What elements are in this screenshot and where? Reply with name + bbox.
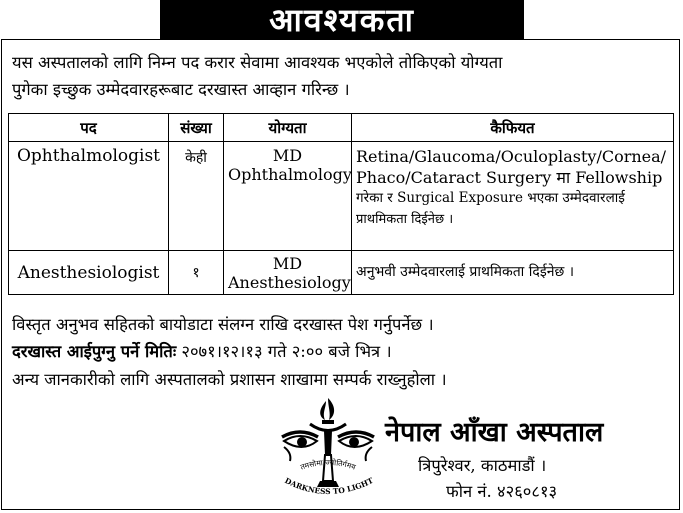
qualification-line: MD: [272, 253, 303, 273]
count-cell: केही: [169, 142, 224, 251]
logo-motto: तमसोमा ज्योतिर्गमय: [299, 457, 357, 472]
flame-icon: [320, 398, 334, 424]
table-row: [9, 142, 674, 251]
count-cell: १: [169, 251, 224, 295]
qualification-line: MD: [272, 146, 303, 165]
lamp-icon: [310, 424, 346, 487]
remark-line: Phaco/Cataract Surgery मा Fellowship: [356, 168, 663, 187]
hospital-phone: फोन नं. ४२६०८१३: [446, 482, 558, 501]
deadline-label: दरखास्त आईपुग्नु पर्ने मितिः: [12, 342, 177, 361]
remark-line: गरेका र Surgical Exposure भएका उम्मेदवारलाई: [356, 190, 625, 206]
logo-tagline: DARKNESS TO LIGHT: [283, 475, 375, 497]
hospital-name: नेपाल आँखा अस्पताल: [385, 417, 604, 448]
qualification-line: Ophthalmology: [228, 165, 352, 184]
qualification-cell: [224, 142, 352, 251]
contact-note: अन्य जानकारीको लागि अस्पतालको प्रशासन शाखामा सम्पर्क राख्नुहोला ।: [12, 370, 447, 389]
remark-line: Retina/Glaucoma/Oculoplasty/Cornea/: [356, 147, 667, 166]
post-cell: Anesthesiologist: [9, 251, 169, 295]
details-note: विस्तृत अनुभव सहितको बायोडाटा संलग्न राखि दरखास्त पेश गर्नुपर्नेछ ।: [12, 315, 434, 334]
requirements-table: [8, 113, 674, 295]
intro-line-2: पुगेका इच्छुक उम्मेदवारहरूबाट दरखास्त आव्हान गरिन्छ ।: [12, 80, 350, 99]
hospital-address: त्रिपुरेश्वर, काठमाडौं ।: [418, 456, 547, 475]
right-eye-icon: [338, 432, 374, 461]
intro-line-1: यस अस्पतालको लागि निम्न पद करार सेवामा आवश्यक भएकोले तोकिएको योग्यता: [12, 53, 503, 72]
remarks-cell: [352, 251, 674, 295]
header-remarks: कैफियत: [352, 114, 674, 142]
remarks-cell: [352, 142, 674, 251]
remark-line: अनुभवी उम्मेदवारलाई प्राथमिकता दिईनेछ ।: [356, 264, 575, 280]
hospital-logo: [270, 395, 390, 503]
page-title: आवश्यकता: [160, 0, 524, 39]
post-cell: Ophthalmologist: [9, 142, 169, 251]
deadline-value: २०७१।१२।१३ गते २:०० बजे भित्र ।: [176, 342, 392, 361]
qualification-line: Anesthesiology: [228, 272, 351, 292]
header-post: पद: [9, 114, 169, 142]
table-row: [9, 251, 674, 295]
header-count: संख्या: [169, 114, 224, 142]
remark-line: प्राथमिकता दिईनेछ ।: [356, 212, 454, 227]
left-eye-icon: [282, 432, 318, 461]
table-header-row: [9, 114, 674, 142]
qualification-cell: [224, 251, 352, 295]
deadline-line: [12, 339, 392, 362]
header-qualification: योग्यता: [224, 114, 352, 142]
